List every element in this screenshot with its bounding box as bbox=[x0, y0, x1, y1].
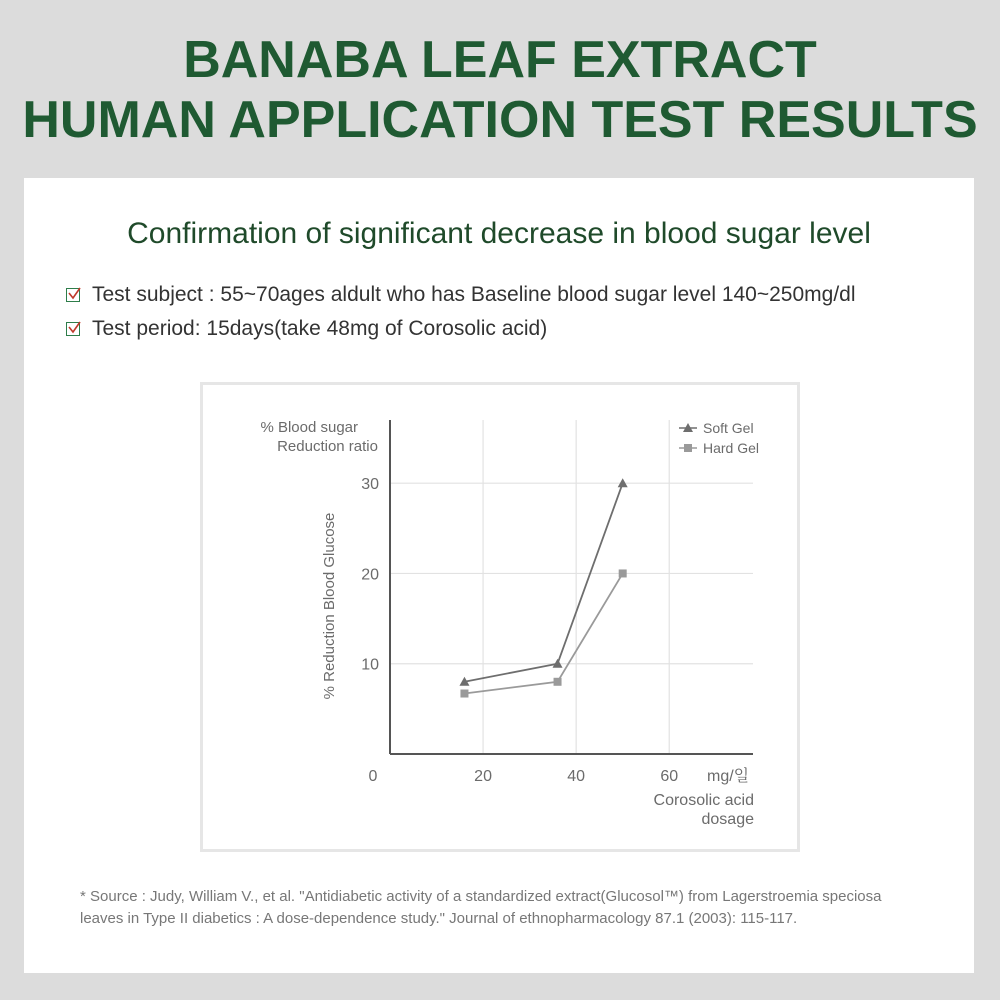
y-tick-label: 20 bbox=[361, 566, 379, 584]
bullet-text: Test subject : 55~70ages aldult who has Baseline blood sugar level 140~250mg/dl bbox=[92, 283, 856, 306]
results-card bbox=[24, 178, 974, 973]
x-unit-label: mg/일 bbox=[707, 768, 750, 785]
x-axis-title-line-1: Corosolic acid bbox=[653, 792, 754, 809]
y-tick-label: 30 bbox=[361, 476, 379, 494]
checkbox-icon bbox=[66, 288, 80, 302]
headline-line-2: HUMAN APPLICATION TEST RESULTS bbox=[22, 91, 978, 149]
corner-label-line-2: Reduction ratio bbox=[277, 438, 378, 455]
bullet-text: Test period: 15days(take 48mg of Corosolic acid) bbox=[92, 317, 548, 340]
subtitle: Confirmation of significant decrease in blood sugar level bbox=[127, 217, 871, 250]
chart-frame bbox=[200, 382, 800, 852]
bullet-test-period bbox=[66, 312, 856, 346]
legend-label: Hard Gel bbox=[703, 440, 760, 456]
x-tick-label: 40 bbox=[567, 768, 586, 785]
x-tick-label: 20 bbox=[474, 768, 492, 785]
checkbox-icon bbox=[66, 322, 80, 336]
x-tick-label: 60 bbox=[660, 768, 679, 785]
y-axis-title: % Reduction Blood Glucose bbox=[321, 512, 338, 700]
series-line-soft-gel bbox=[464, 483, 622, 682]
x-axis-title-line-2: dosage bbox=[701, 811, 754, 828]
series-line-hard-gel bbox=[464, 573, 622, 693]
footnote-line-2: leaves in Type II diabetics : A dose-dependence study." Journal of ethnopharmacology 87.1 (2003): 115-117. bbox=[80, 910, 798, 927]
footnote-line-1: * Source : Judy, William V., et al. "Antidiabetic activity of a standardized extract(Glucosol™) from Lagerstroemia speciosa bbox=[80, 888, 882, 905]
y-tick-label: 10 bbox=[361, 656, 379, 674]
data-point-hard-gel bbox=[619, 569, 627, 577]
data-point-hard-gel bbox=[554, 678, 562, 686]
line-chart bbox=[203, 385, 797, 849]
corner-label-line-1: % Blood sugar bbox=[260, 419, 358, 436]
bullet-test-subject bbox=[66, 278, 856, 312]
legend-marker-square bbox=[684, 444, 692, 452]
source-footnote bbox=[80, 886, 940, 930]
data-point-hard-gel bbox=[460, 690, 468, 698]
legend-label: Soft Gel bbox=[703, 420, 754, 436]
bullet-list bbox=[66, 278, 856, 346]
headline bbox=[0, 30, 1000, 150]
x-tick-label: 0 bbox=[368, 768, 378, 785]
headline-line-1: BANABA LEAF EXTRACT bbox=[183, 31, 817, 89]
